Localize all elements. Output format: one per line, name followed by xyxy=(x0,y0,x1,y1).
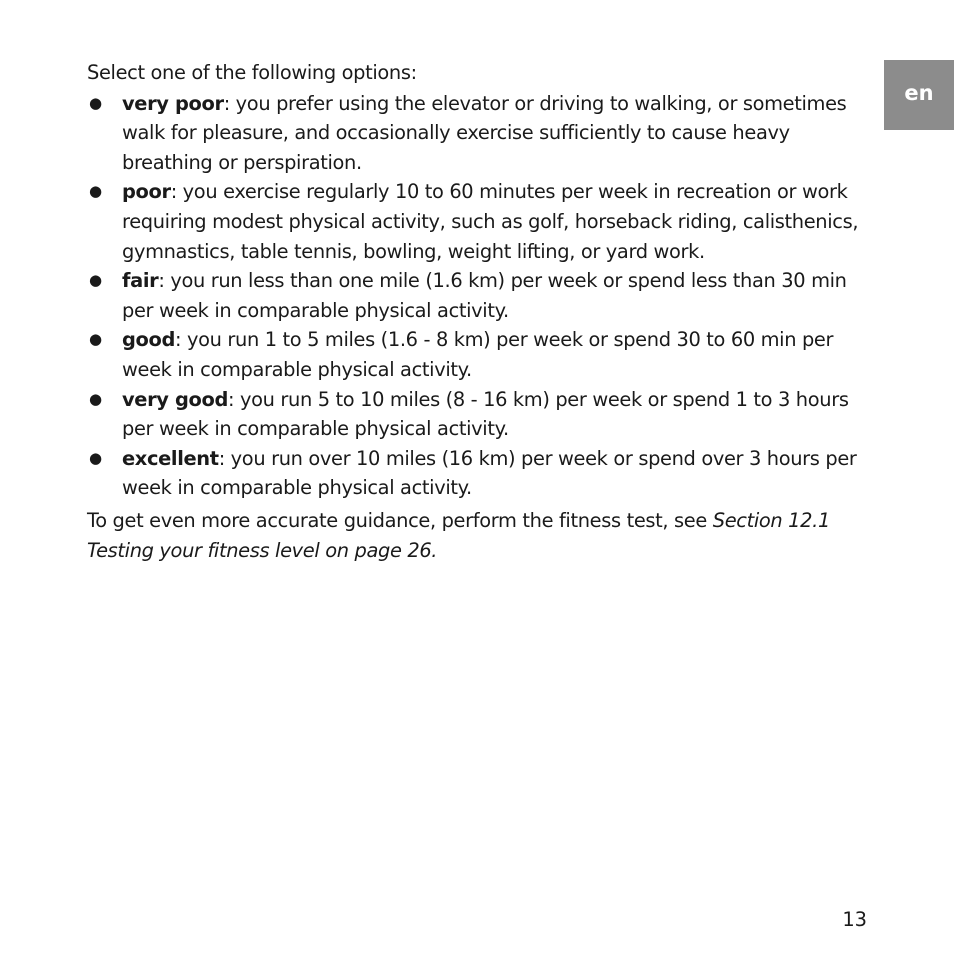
outro-text xyxy=(87,506,869,565)
option-term: excellent xyxy=(122,446,219,470)
option-term: good xyxy=(122,328,176,352)
option-description: : you exercise regularly 10 to 60 minutes per week in recreation or work requiring modest physical activity, such as golf, horseback riding, calisthenics, gymnastics, table tennis, bowling, weight lifting, or yard work. xyxy=(122,180,859,263)
option-description: : you run 5 to 10 miles (8 - 16 km) per week or spend 1 to 3 hours per week in comparable physical activity. xyxy=(122,387,849,441)
option-term: very good xyxy=(122,387,228,411)
list-item xyxy=(87,266,869,325)
option-description: : you run less than one mile (1.6 km) per week or spend less than 30 min per week in comparable physical activity. xyxy=(122,269,847,322)
section-reference: Section 12.1 Testing your fitness level on page 26. xyxy=(87,508,830,562)
intro-text: Select one of the following options: xyxy=(87,61,417,84)
page-number: 13 xyxy=(842,908,867,931)
option-term: poor xyxy=(122,180,171,204)
bullet-icon: ● xyxy=(89,182,102,201)
bullet-icon: ● xyxy=(89,271,102,290)
list-item xyxy=(87,444,869,503)
list-item xyxy=(87,325,869,384)
bullet-icon: ● xyxy=(89,448,102,467)
option-term: fair xyxy=(122,269,159,293)
bullet-icon: ● xyxy=(89,330,102,349)
option-term: very poor xyxy=(122,91,224,115)
list-item xyxy=(87,89,869,178)
bullet-icon: ● xyxy=(89,93,102,112)
page-content xyxy=(87,58,869,565)
language-tab: en xyxy=(884,60,954,130)
option-description: : you prefer using the elevator or driving to walking, or sometimes walk for pleasure, and occasionally exercise sufficiently to cause heavy breathing or perspiration. xyxy=(122,91,847,174)
outro-sentence: To get even more accurate guidance, perform the fitness test, see xyxy=(87,508,713,532)
list-item xyxy=(87,385,869,444)
list-item xyxy=(87,177,869,266)
option-description: : you run over 10 miles (16 km) per week or spend over 3 hours per week in comparable physical activity. xyxy=(122,446,857,500)
bullet-icon: ● xyxy=(89,389,102,408)
option-description: : you run 1 to 5 miles (1.6 - 8 km) per week or spend 30 to 60 min per week in comparable physical activity. xyxy=(122,328,834,381)
fitness-options-list xyxy=(87,89,869,503)
